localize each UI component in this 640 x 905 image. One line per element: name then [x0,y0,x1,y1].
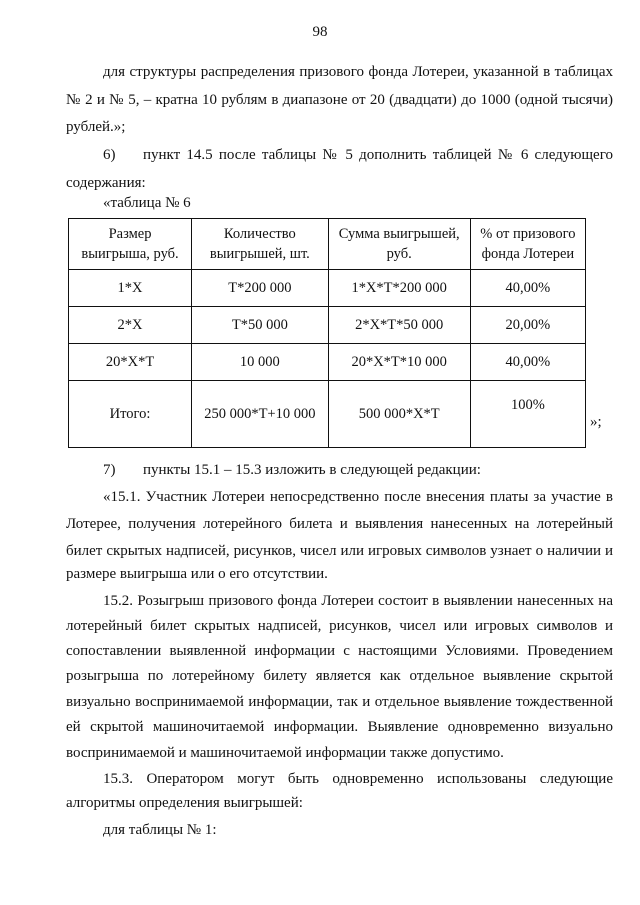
table-cell: Итого: [69,381,192,448]
table-closing-quote: »; [590,414,602,430]
text-line: пункт 14.5 после таблицы № 5 дополнить таблицей № 6 следующего [143,147,613,163]
text-line: пункты 15.1 – 15.3 изложить в следующей редакции: [143,462,481,478]
table-cell: 20,00% [470,307,585,344]
text-line: лотерейный билет скрытых надписей, рисунков, чисел или игровых символов и [66,618,613,634]
table-cell: 250 000*T+10 000 [192,381,329,448]
text-line: «15.1. Участник Лотереи непосредственно после внесения платы за участие в [103,489,613,505]
table-cell: 2*X*T*50 000 [328,307,470,344]
table-cell: 100% [470,381,585,448]
text-line: 15.2. Розыгрыш призового фонда Лотереи состоит в выявлении нанесенных на [103,593,613,609]
header-cell: Размер выигрыша, руб. [69,219,192,270]
table-cell: 2*X [69,307,192,344]
table-cell: 20*X*T [69,344,192,381]
table-cell: T*200 000 [192,270,329,307]
text-line: Лотерее, получения лотерейного билета и выявления нанесенных на лотерейный [66,516,613,532]
header-cell: Количество выигрышей, шт. [192,219,329,270]
text-line: визуально воспринимаемой информации, так и отдельное выявление тождественной [66,694,613,710]
table-row [69,344,586,381]
table-row [69,270,586,307]
text-line: для таблицы № 1: [103,822,217,838]
table-caption: «таблица № 6 [103,195,191,211]
text-line: содержания: [66,175,146,191]
prize-table [68,218,586,448]
table-cell: 10 000 [192,344,329,381]
table-total-row [69,381,586,448]
table-cell: 40,00% [470,270,585,307]
text-line: рублей.»; [66,119,126,135]
text-line: № 2 и № 5, – кратна 10 рублям в диапазоне от 20 (двадцати) до 1000 (одной тысячи) [66,92,613,108]
text-line: алгоритмы определения выигрышей: [66,795,303,811]
table-cell: 1*X*T*200 000 [328,270,470,307]
header-cell: Сумма выигрышей, руб. [328,219,470,270]
table-cell: T*50 000 [192,307,329,344]
text-line: ей скрытой машиночитаемой информации. Выявление одновременно визуально [66,719,613,735]
page-number: 98 [312,24,328,40]
text-line: 15.3. Оператором могут быть одновременно использованы следующие [103,771,613,787]
table-cell: 40,00% [470,344,585,381]
table-row [69,307,586,344]
text-line: для структуры распределения призового фонда Лотереи, указанной в таблицах [103,64,613,80]
table-header-row [69,219,586,270]
text-line: розыгрыша по лотерейному билету является как отдельное выявление скрытой [66,668,613,684]
list-number: 6) [103,147,116,163]
table-cell: 20*X*T*10 000 [328,344,470,381]
text-line: билет скрытых надписей, рисунков, чисел или игровых символов узнает о наличии и [66,543,613,559]
header-cell: % от призового фонда Лотереи [470,219,585,270]
list-number: 7) [103,462,116,478]
table-cell: 500 000*X*T [328,381,470,448]
text-line: размере выигрыша или о его отсутствии. [66,566,328,582]
text-line: воспринимаемой и машиночитаемой информации также допустимо. [66,745,504,761]
table-cell: 1*X [69,270,192,307]
text-line: сопоставлении выявленной информации с настоящими Условиями. Проведением [66,643,613,659]
